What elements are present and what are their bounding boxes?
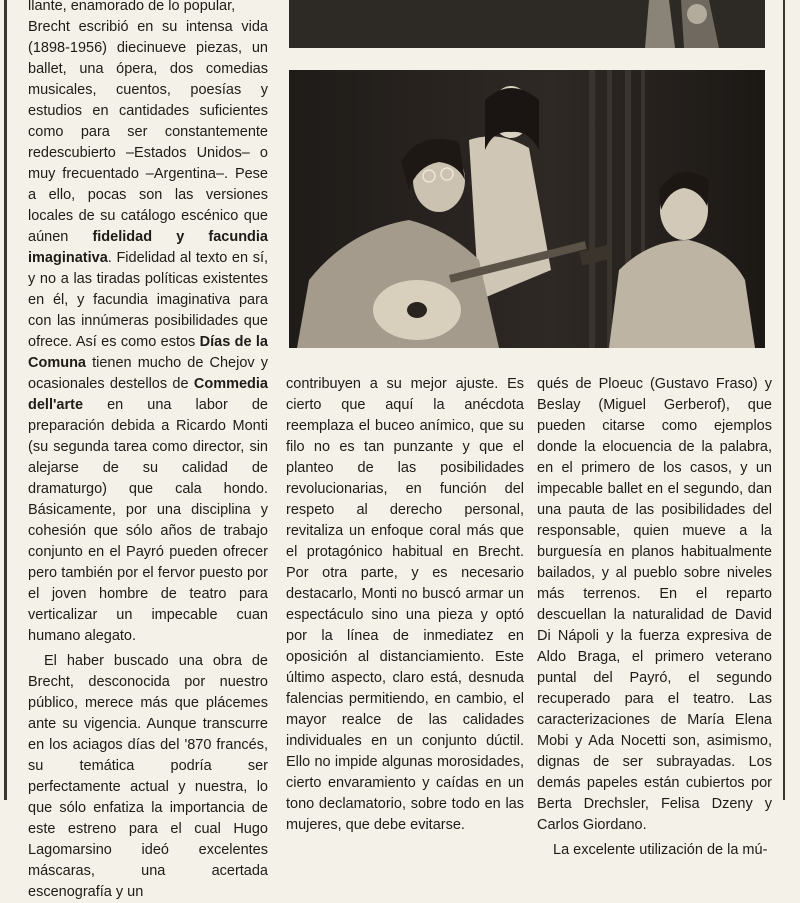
column-rule-right [783,0,785,800]
article-column-2 [286,374,524,833]
highlight-fidelidad: fidelidad y facundia imaginativa [28,229,268,266]
stage-photo-actors-with-guitar [289,70,765,348]
column-2-paragraph: contribuyen a su mejor ajuste. Es cierto que aquí la anécdota reemplaza el buceo anímico, que su filo no es tan punzante y que el planteo de las posibilidades revolucionarias, en función del respeto al derecho personal, revitaliza un enfoque coral más que el protagónico habitual en Brecht. Por otra parte, y es necesario destacarlo, Monti no buscó armar un espectáculo sino una pieza y optó por la línea de inmediatez en oposición al distanciamiento. Este último aspecto, claro está, desnuda falencias permitiendo, en cambio, el mayor realce de las calidades individuales en un conjunto dúctil. Ello no impide algunas morosidades, cierto envaramiento y caídas en un tono declamatorio, sobre todo en las mujeres, que debe evitarse. [286,376,524,833]
play-title: Días de la Comuna [28,334,268,371]
article-column-1 [28,0,268,900]
page-border-left [4,0,7,800]
column-3-paragraph-1: qués de Ploeuc (Gustavo Fraso) y Beslay (Miguel Gerberof), que pueden citarse como ejemplos donde la elocuencia de la palabra, en el primero de los casos, y un impecable ballet en el segundo, dan una pauta de las posibilidades del responsable, quien mueve a la burguesía en planos habitualmente bailados, y al pueblo sobre niveles más terrenos. En el reparto descuellan la naturalidad de David Di Nápoli y la fuerza expresiva de Aldo Braga, el primero veterano puntal del Payró, el segundo recuperado para el teatro. Las caracterizaciones de María Elena Mobi y Ada Nocetti son, asimismo, dignas de ser subrayadas. Los demás papeles están cubiertos por Berta Drechsler, Felisa Dzeny y Carlos Giordano. [537,376,772,833]
column-1-paragraph-2: El haber buscado una obra de Brecht, desconocida por nuestro público, merece más que plácemes ante su vigencia. Aunque transcurre en los aciagos días del '870 francés, su temática podría ser perfectamente actual y nuestra, lo que sólo enfatiza la importancia de este estreno para el cual Hugo Lagomarsino ideó excelentes máscaras, una acertada escenografía y un [28,653,268,900]
article-column-3 [537,374,772,858]
highlight-commedia: Commedia dell'arte [28,376,268,413]
column-3-paragraph-2: La excelente utilización de la mú- [553,842,768,858]
column-1-first-line: llante, enamorado de lo popular, [28,0,236,14]
column-1-paragraph-1: Brecht escribió en su intensa vida (1898-1956) diecinueve piezas, un ballet, una ópera, dos comedias musicales, cuentos, poesías y estudios en cantidades suficientes como para ser constantemente redescubierto –Estados Unidos– o muy frecuentado –Argentina–. Pese a ello, pocas son las versiones locales de su catálogo escénico que aúnen fidelidad y facundia imaginativa. Fidelidad al texto en sí, y no a las tiradas políticas existentes en él, y facundia imaginativa para con las innúmeras posibilidades que ofrece. Así es como estos Días de la Comuna tienen mucho de Chejov y ocasionales destellos de Commedia dell'arte en una labor de preparación debida a Ricardo Monti (su segunda tarea como director, sin alejarse de su calidad de dramaturgo) que cala hondo. Básicamente, por una disciplina y cohesión que sólo años de trabajo conjunto en el Payró pueden ofrecer pero también por el fervor puesto por el joven hombre de teatro para verticalizar un impecable cuan humano alegato. [28,19,268,644]
photo-top-cropped [289,0,765,48]
